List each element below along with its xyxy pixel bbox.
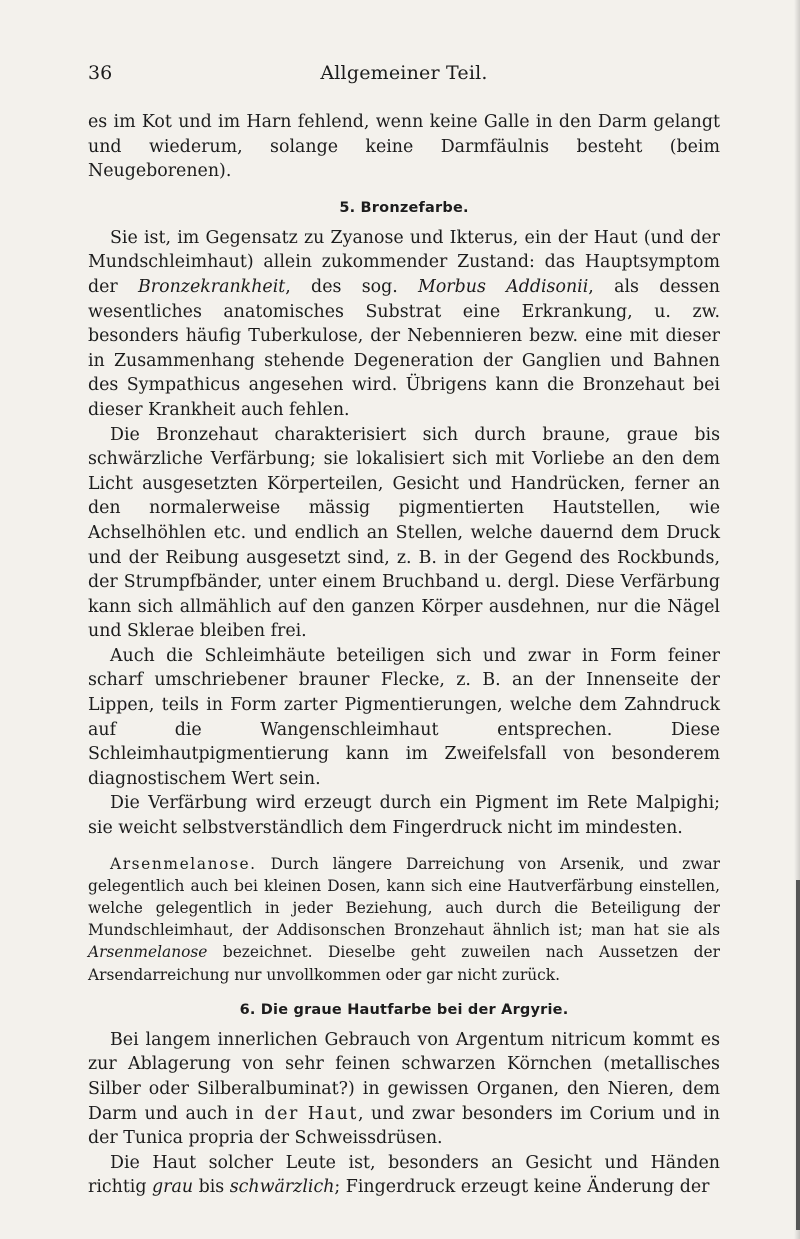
text-run: Bei langem innerlichen Gebrauch von Argentum nitricum kommt es zur Ablagerung von sehr feinen schwarzen Körnchen (metallisches Silber oder Silberalbuminat?) in gewissen Organen, den Nieren, dem Darm und auch bbox=[88, 1029, 720, 1124]
text-run: bezeichnet. Dieselbe geht zuweilen nach Aussetzen der Arsendarreichung nur unvollkommen oder gar nicht zurück. bbox=[88, 943, 720, 984]
emphasis-arsenmelanose: Arsenmelanose bbox=[88, 943, 208, 962]
text-run: Sie ist, im Gegensatz zu Zyanose und Ikterus, ein der Haut (und der Mundschleimhaut) allein zukommender Zustand: das Hauptsymptom der bbox=[88, 227, 720, 297]
page-edge-mark bbox=[796, 880, 800, 1230]
text-run: , und zwar besonders im Corium und in der Tunica propria der Schweissdrüsen. bbox=[88, 1103, 720, 1149]
text-run: , als dessen wesentliches anatomisches Substrat eine Erkrankung, u. zw. besonders häufig Tuberkulose, der Nebennieren bezw. eine mit dieser in Zusammenhang stehende Degeneration der Ganglien und Bahnen des Sympathicus angesehen wird. Übrigens kann die Bronzehaut bei dieser Krankheit auch fehlen. bbox=[88, 276, 720, 420]
running-title: Allgemeiner Teil. bbox=[320, 62, 488, 84]
text-run: bis bbox=[193, 1177, 230, 1198]
page-header bbox=[88, 62, 720, 92]
paragraph-continuation: es im Kot und im Harn fehlend, wenn keine Galle in den Darm gelangt und wiederum, solange keine Darmfäulnis besteht (beim Neugeborenen). bbox=[88, 112, 720, 182]
text-run: Durch längere Darreichung von Arsenik, und zwar gelegentlich auch bei kleinen Dosen, kann sich eine Hautverfärbung einstellen, welche gelegentlich in jeder Beziehung, auch durch die Beteiligung der Mundschleimhaut, der Addisonschen Bronzehaut ähnlich ist; man hat sie als bbox=[88, 854, 720, 940]
emphasis-schwaerzlich: schwärzlich bbox=[229, 1177, 335, 1198]
section-heading-argyrie: 6. Die graue Hautfarbe bei der Argyrie. bbox=[239, 1001, 569, 1018]
emphasis-morbus-addisonii: Morbus Addisonii bbox=[418, 276, 589, 297]
body-text bbox=[88, 110, 720, 1200]
paragraph-bronze-characteristics: Die Bronzehaut charakterisiert sich durch braune, graue bis schwärzliche Verfärbung; sie lokalisiert sich mit Vorliebe an den dem Licht ausgesetzten Körperteilen, Gesicht und Handrücken, ferner an den normalerweise mässig pigmentierten Hautstellen, wie Achselhöhlen etc. und endlich an Stellen, welche dauernd dem Druck und der Reibung ausgesetzt sind, z. B. in der Gegend des Rockbunds, der Strumpfbänder, unter einem Bruchband u. dergl. Diese Verfärbung kann sich allmählich auf den ganzen Körper ausdehnen, nur die Nägel und Sklerae bleiben frei. bbox=[88, 424, 720, 642]
section-heading-bronzefarbe: 5. Bronzefarbe. bbox=[339, 199, 469, 216]
paragraph-mucosa: Auch die Schleimhäute beteiligen sich und zwar in Form feiner scharf umschriebener brauner Flecke, z. B. an der Innenseite der Lippen, teils in Form zarter Pigmentierungen, welche dem Zahndruck auf die Wangenschleimhaut entsprechen. Diese Schleimhautpigmentierung kann im Zweifelsfall von besonderem diagnostischem Wert sein. bbox=[88, 645, 720, 789]
text-run: ; Fingerdruck erzeugt keine Änderung der bbox=[334, 1177, 710, 1198]
paragraph-arsenmelanose bbox=[88, 853, 720, 986]
page-number: 36 bbox=[88, 62, 113, 84]
emphasis-grau: grau bbox=[152, 1177, 194, 1198]
text-run: Die Haut solcher Leute ist, besonders an Gesicht und Händen richtig bbox=[88, 1152, 720, 1198]
paragraph-pigment: Die Verfärbung wird erzeugt durch ein Pigment im Rete Malpighi; sie weicht selbstverständlich dem Fingerdruck nicht im mindesten. bbox=[88, 793, 720, 839]
paragraph-bronze-intro bbox=[88, 226, 720, 423]
paragraph-grey-skin bbox=[88, 1151, 720, 1200]
text-run: , des sog. bbox=[285, 276, 419, 297]
spaced-in-der-haut: in der Haut bbox=[235, 1103, 359, 1124]
emphasis-bronzekrankheit: Bronzekrankheit bbox=[138, 276, 286, 297]
paragraph-argentum bbox=[88, 1028, 720, 1151]
term-arsenmelanose: Arsenmelanose. bbox=[110, 854, 257, 873]
